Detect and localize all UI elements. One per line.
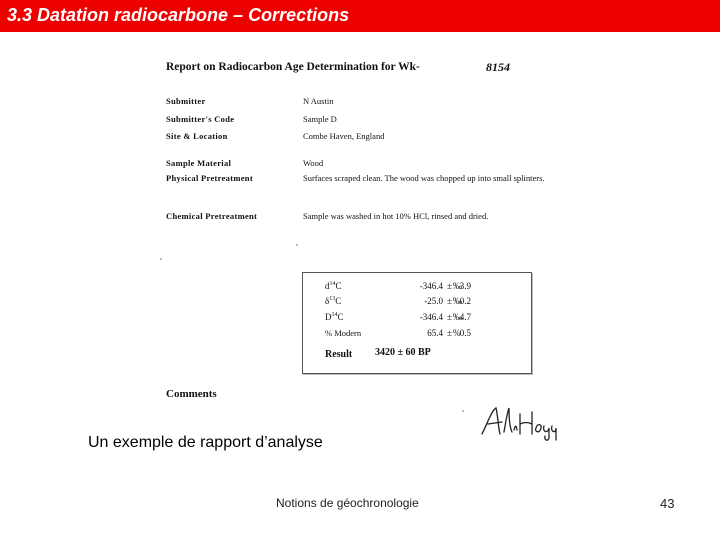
scan-speck — [296, 244, 298, 246]
signature — [478, 402, 558, 442]
result-row-label: $d^{14}C$ — [325, 281, 342, 291]
page-number: 43 — [660, 496, 675, 511]
result-row-value: 65.4 — [427, 328, 443, 338]
result-row-value: -25.0 — [424, 296, 443, 306]
result-row-label: $D^{14}C$ — [325, 312, 344, 322]
result-row-error: 3.9 — [459, 281, 471, 291]
field-label-site-location: Site & Location — [166, 131, 228, 141]
field-value-submitter-code: Sample D — [303, 114, 337, 124]
scan-speck — [160, 258, 162, 260]
field-label-sample-material: Sample Material — [166, 158, 232, 168]
result-row-label: $\delta^{13}C$ — [325, 296, 342, 306]
field-value-chemical-pretreatment: Sample was washed in hot 10% HCl, rinsed and dried. — [303, 211, 489, 221]
slide-caption: Un exemple de rapport d’analyse — [88, 434, 323, 451]
report-heading: Report on Radiocarbon Age Determination for Wk- — [166, 61, 420, 73]
title-bar — [0, 0, 720, 32]
result-row-error: 0.2 — [459, 296, 471, 306]
result-value: 3420 ± 60 BP — [375, 347, 431, 358]
result-row-error: 0.5 — [459, 328, 471, 338]
field-label-chemical-pretreatment: Chemical Pretreatment — [166, 211, 258, 221]
slide-title: 3.3 Datation radiocarbone – Corrections — [7, 5, 350, 25]
field-value-sample-material: Wood — [303, 158, 324, 168]
result-row-pm: ± — [447, 312, 452, 322]
field-value-site-location: Combe Haven, England — [303, 131, 385, 141]
result-row-pm: ± — [447, 328, 452, 338]
slide-footer: Notions de géochronologie — [276, 496, 419, 510]
result-row-pm: ± — [447, 296, 452, 306]
result-row-value: -346.4 — [419, 281, 443, 291]
comments-label: Comments — [166, 388, 217, 400]
result-row-pm: ± — [447, 281, 452, 291]
result-row-value: -346.4 — [419, 312, 443, 322]
field-value-physical-pretreatment: Surfaces scraped clean. The wood was chopped up into small splinters. — [303, 173, 545, 183]
field-label-physical-pretreatment: Physical Pretreatment — [166, 173, 253, 183]
report-lab-id: 8154 — [486, 60, 510, 74]
result-row-error: 4.7 — [459, 312, 471, 322]
result-label: Result — [325, 349, 353, 360]
field-label-submitter: Submitter — [166, 96, 206, 106]
field-label-submitter-code: Submitter's Code — [166, 114, 235, 124]
results-box: $d^{14}C$ -346.4 ± 3.9 ‰ $\delta^{13}C$ -25.0 ± 0.2 ‰ $D^{14}C$ -346.4 ± 4.7 ‰ % Modern 65.4 ± 0.5 % Result 3420 ± 60 BP — [302, 272, 532, 374]
result-row-label: % Modern — [325, 328, 362, 338]
scan-speck — [462, 410, 464, 412]
field-value-submitter: N Austin — [303, 96, 334, 106]
